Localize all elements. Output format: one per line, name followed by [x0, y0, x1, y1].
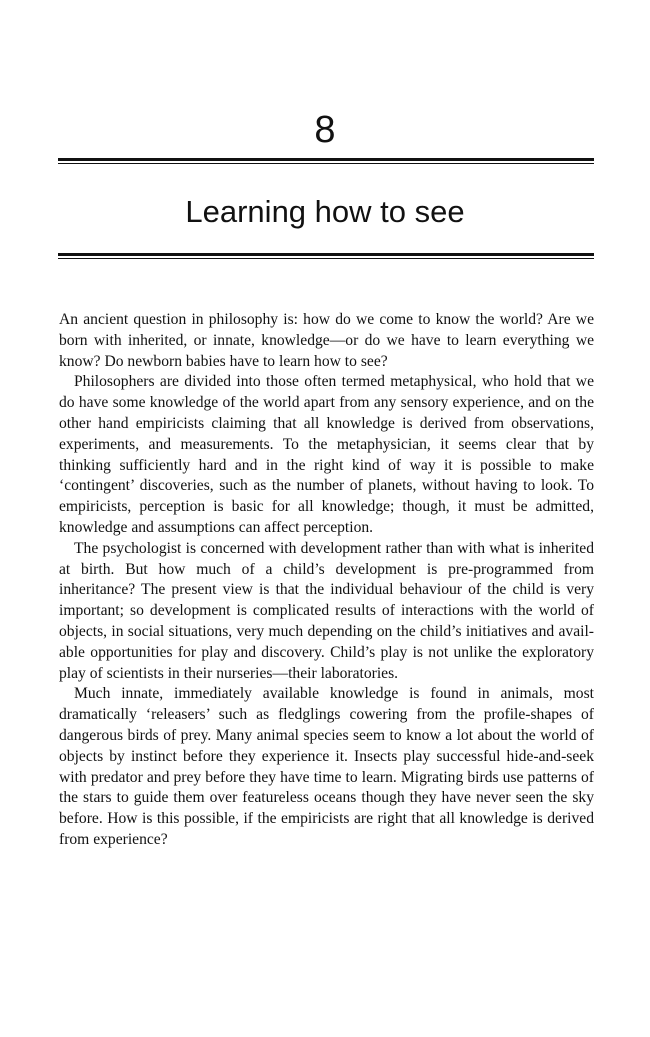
paragraph: Philosophers are divided into those often termed metaphysical, who hold that we do have some knowledge of the world apart from any sensory experience, and on the other hand empiricists claiming that all knowledge is derived from observations, experiments, and measurements. To the metaphysician, it seems clear that by thinking sufficiently hard and in the right kind of way it is possible to make ‘contingent’ discoveries, such as the number of planets, without having to look. To empiricists, perception is basic for all knowledge; though, it must be admitted, knowledge and assumptions can affect perception. — [59, 373, 594, 536]
paragraph: An ancient question in philosophy is: how do we come to know the world? Are we born with inherited, or innate, knowledge—or do we have to learn everything we know? Do newborn babies have to learn how to see? — [59, 311, 594, 370]
top-rule — [58, 158, 594, 164]
paragraph: The psychologist is concerned with development rather than with what is inherited at birth. But how much of a child’s development is pre-programmed from inheritance? The present view is that the individual behaviour of the child is very important; so development is complicated results of interactions with the world of objects, in social situations, very much depending on the child’s initiatives and available opportunities for play and discovery. Child’s play is not unlike the exploratory play of scientists in their nurseries—their laboratories. — [59, 539, 594, 682]
chapter-number: 8 — [314, 109, 336, 151]
bottom-rule — [58, 253, 594, 259]
paragraph: Much innate, immediately available knowledge is found in animals, most dramatically ‘releasers’ such as fledglings cowering from the profile-shapes of dangerous birds of prey. Many animal species seem to know a lot about the world of objects by instinct before they experience it. Insects play successful hide-and-seek with predator and prey before they have time to learn. Migrating birds use patterns of the stars to guide them over featureless oceans though they have never seen the sky before. How is this possible, if the empiricists are right that all knowledge is derived from experience? — [59, 685, 594, 848]
chapter-title: Learning how to see — [185, 194, 465, 229]
chapter-body — [59, 310, 594, 851]
